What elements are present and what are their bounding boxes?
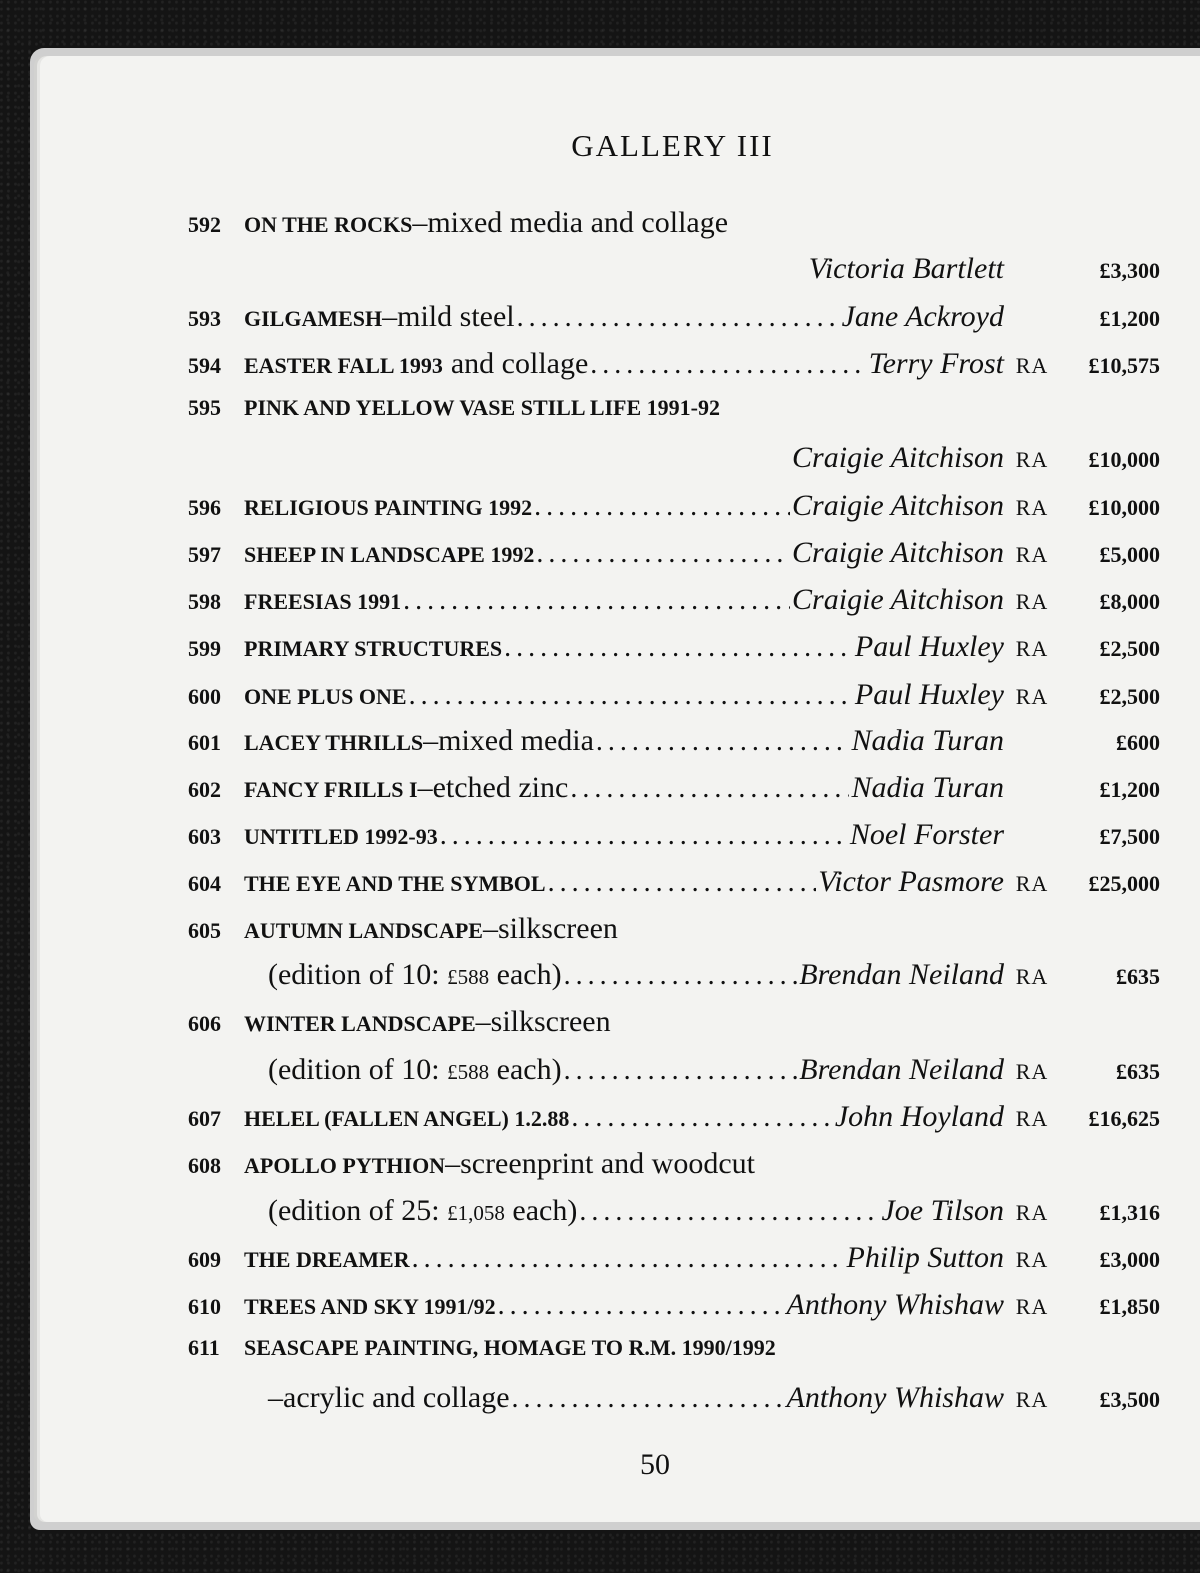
page-title: GALLERY III <box>571 128 774 163</box>
entry-596: 596 RELIGIOUS PAINTING 1992 . . . Craigie Aitchison RA £10,000 <box>188 489 1160 529</box>
entry-594: 594 EASTER FALL 1993 and collage . . . Terry Frost RA £10,575 <box>188 347 1160 387</box>
entry-595: 595 PINK AND YELLOW VASE STILL LIFE 1991-92 <box>188 395 720 420</box>
entry-598: 598 FREESIAS 1991 . . . Craigie Aitchison RA £8,000 <box>188 583 1160 623</box>
entry-610: 610 TREES AND SKY 1991/92 . . . Anthony Whishaw RA £1,850 <box>188 1288 1160 1328</box>
entry-601: 601 LACEY THRILLS – mixed media . . . Nadia Turan £600 <box>188 724 1160 764</box>
entry-595-artist-line: Craigie Aitchison RA £10,000 <box>792 441 1160 474</box>
entry-609: 609 THE DREAMER . . . Philip Sutton RA £3,000 <box>188 1241 1160 1281</box>
entry-611-medium-line: –acrylic and collage . . . Anthony Whishaw RA £3,500 <box>268 1381 1160 1421</box>
entry-605: 605 AUTUMN LANDSCAPE – silkscreen <box>188 912 618 945</box>
entry-608: 608 APOLLO PYTHION – screenprint and woodcut <box>188 1147 755 1180</box>
entry-606-edition-line: (edition of 10: £588 each) . . . Brendan Neiland RA £635 <box>268 1053 1160 1093</box>
entry-599: 599 PRIMARY STRUCTURES . . . Paul Huxley RA £2,500 <box>188 630 1160 670</box>
entry-593: 593 GILGAMESH – mild steel . . . Jane Ackroyd £1,200 <box>188 300 1160 340</box>
entry-592-artist-line: Victoria Bartlett £3,300 <box>808 252 1160 285</box>
entry-607: 607 HELEL (FALLEN ANGEL) 1.2.88 . . . John Hoyland RA £16,625 <box>188 1100 1160 1140</box>
entry-603: 603 UNTITLED 1992-93 . . . Noel Forster £7,500 <box>188 818 1160 858</box>
entry-606: 606 WINTER LANDSCAPE – silkscreen <box>188 1005 611 1038</box>
entry-597: 597 SHEEP IN LANDSCAPE 1992 . . . Craigie Aitchison RA £5,000 <box>188 536 1160 576</box>
page-number: 50 <box>640 1448 670 1481</box>
entry-592: 592 ON THE ROCKS – mixed media and collage <box>188 206 729 239</box>
entry-604: 604 THE EYE AND THE SYMBOL . . . Victor Pasmore RA £25,000 <box>188 865 1160 905</box>
entry-602: 602 FANCY FRILLS I – etched zinc . . . Nadia Turan £1,200 <box>188 771 1160 811</box>
entry-611: 611 SEASCAPE PAINTING, HOMAGE TO R.M. 1990/1992 <box>188 1335 776 1360</box>
entry-608-edition-line: (edition of 25: £1,058 each) . . . Joe Tilson RA £1,316 <box>268 1194 1160 1234</box>
entry-600: 600 ONE PLUS ONE . . . Paul Huxley RA £2,500 <box>188 678 1160 718</box>
entry-605-edition-line: (edition of 10: £588 each) . . . Brendan Neiland RA £635 <box>268 958 1160 998</box>
